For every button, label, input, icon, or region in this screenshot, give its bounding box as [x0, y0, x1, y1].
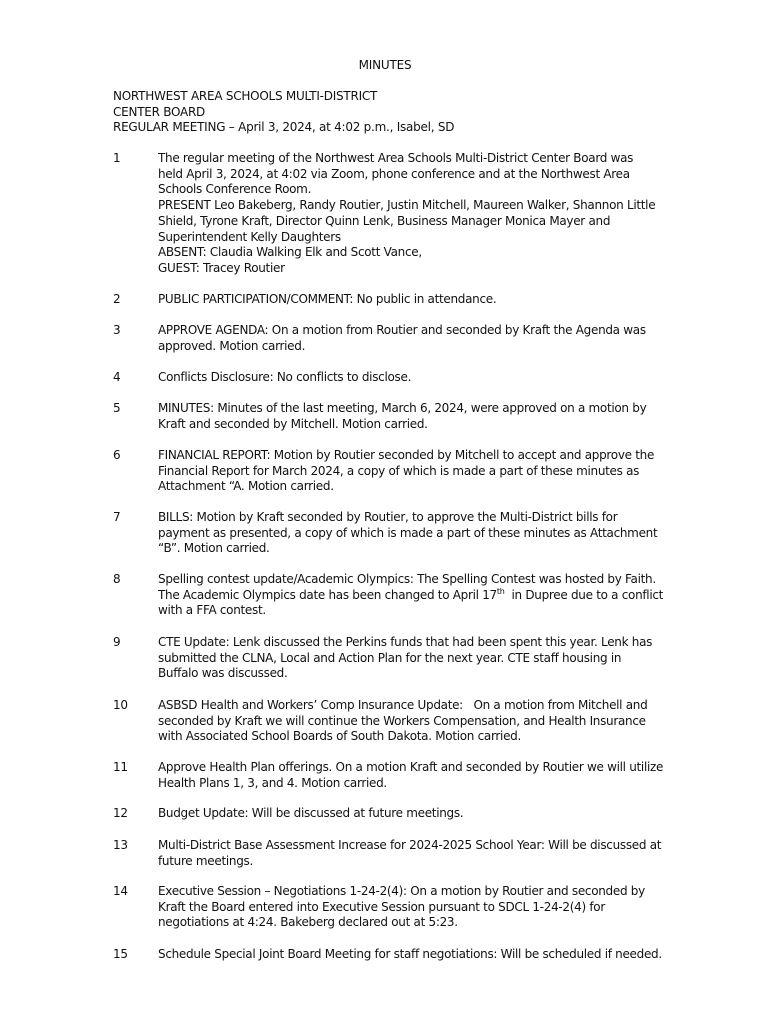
item-line: approved. Motion carried.: [158, 338, 306, 353]
minutes-item-5: [113, 401, 658, 432]
item-line: CTE Update: Lenk discussed the Perkins funds that had been spent this year. Lenk has: [158, 635, 653, 649]
item-line: Financial Report for March 2024, a copy of which is made a part of these minutes as: [158, 463, 640, 478]
item-line: with Associated School Boards of South Dakota. Motion carried.: [158, 729, 521, 744]
item-line: Spelling contest update/Academic Olympics: The Spelling Contest was hosted by Faith.: [158, 572, 656, 586]
item-text: [158, 510, 658, 557]
item-line: future meetings.: [158, 853, 253, 868]
item-line-part: The Academic Olympics date has been changed to April 17: [158, 587, 497, 602]
meeting-heading: [113, 89, 454, 136]
item-line: seconded by Kraft we will continue the Workers Compensation, and Health Insurance: [158, 713, 646, 728]
minutes-item-2: [113, 292, 658, 308]
item-number: 8: [113, 572, 121, 586]
document-title: MINUTES: [358, 58, 412, 72]
item-line: MINUTES: Minutes of the last meeting, March 6, 2024, were approved on a motion by: [158, 401, 647, 415]
item-line: Health Plans 1, 3, and 4. Motion carried.: [158, 775, 387, 790]
item-line: with a FFA contest.: [158, 603, 266, 618]
minutes-item-9: [113, 635, 658, 682]
item-line: Buffalo was discussed.: [158, 666, 288, 681]
item-number: 10: [113, 698, 128, 712]
item-line-part: in Dupree due to a conflict: [504, 587, 664, 602]
item-text: [158, 292, 658, 308]
item-number: 12: [113, 806, 128, 820]
item-number: 7: [113, 510, 121, 524]
item-line: payment as presented, a copy of which is made a part of these minutes as Attachment: [158, 525, 658, 540]
item-line: submitted the CLNA, Local and Action Plan for the next year. CTE staff housing in: [158, 650, 622, 665]
item-line: Executive Session – Negotiations 1-24-2(4): On a motion by Routier and seconded by: [158, 884, 645, 898]
item-text: [158, 323, 658, 354]
item-line: Budget Update: Will be discussed at future meetings.: [158, 806, 464, 820]
item-number: 3: [113, 323, 121, 337]
item-line: Schedule Special Joint Board Meeting for staff negotiations: Will be scheduled if needed.: [158, 947, 662, 961]
item-line: ASBSD Health and Workers’ Comp Insurance Update: On a motion from Mitchell and: [158, 698, 648, 712]
item-line: ABSENT: Claudia Walking Elk and Scott Vance,: [158, 245, 422, 260]
item-line: The regular meeting of the Northwest Area Schools Multi-District Center Board was: [158, 151, 634, 165]
item-line: GUEST: Tracey Routier: [158, 260, 285, 275]
item-line: Kraft the Board entered into Executive Session pursuant to SDCL 1-24-2(4) for: [158, 899, 605, 914]
item-number: 4: [113, 370, 121, 384]
item-number: 1: [113, 151, 121, 165]
item-number: 9: [113, 635, 121, 649]
item-line: FINANCIAL REPORT: Motion by Routier seconded by Mitchell to accept and approve the: [158, 448, 655, 462]
item-text: [158, 151, 658, 277]
item-line: PRESENT Leo Bakeberg, Randy Routier, Justin Mitchell, Maureen Walker, Shannon Little: [158, 198, 656, 213]
item-line: held April 3, 2024, at 4:02 via Zoom, phone conference and at the Northwest Area: [158, 166, 630, 181]
item-number: 15: [113, 947, 128, 961]
item-text: [158, 698, 658, 745]
minutes-item-3: [113, 323, 658, 354]
item-text: [158, 806, 658, 822]
item-line: BILLS: Motion by Kraft seconded by Routier, to approve the Multi-District bills for: [158, 510, 618, 524]
item-text: [158, 572, 664, 619]
item-number: 11: [113, 760, 128, 774]
heading-line-board: CENTER BOARD: [113, 104, 206, 119]
item-number: 6: [113, 448, 121, 462]
item-line: Multi-District Base Assessment Increase for 2024-2025 School Year: Will be discussed at: [158, 838, 662, 852]
item-number: 5: [113, 401, 121, 415]
item-text: [158, 370, 658, 386]
item-text: [158, 635, 658, 682]
item-line: Superintendent Kelly Daughters: [158, 229, 341, 244]
item-line: “B”. Motion carried.: [158, 541, 270, 556]
heading-line-meeting: REGULAR MEETING – April 3, 2024, at 4:02 p.m., Isabel, SD: [113, 120, 455, 135]
item-number: 13: [113, 838, 128, 852]
item-text: [158, 760, 664, 791]
minutes-item-10: [113, 698, 658, 745]
item-number: 14: [113, 884, 128, 898]
item-text: [158, 401, 658, 432]
minutes-item-14: [113, 884, 658, 931]
item-line: [158, 586, 664, 604]
item-line: Conflicts Disclosure: No conflicts to disclose.: [158, 370, 412, 384]
minutes-item-4: [113, 370, 658, 386]
item-text: [158, 448, 658, 495]
minutes-item-15: [113, 947, 662, 963]
item-number: 2: [113, 292, 121, 306]
item-text: [158, 947, 662, 963]
minutes-item-11: [113, 760, 664, 791]
item-line: Schools Conference Room.: [158, 182, 312, 197]
minutes-item-12: [113, 806, 658, 822]
minutes-item-13: [113, 838, 662, 869]
item-line: Approve Health Plan offerings. On a motion Kraft and seconded by Routier we will utilize: [158, 760, 664, 774]
minutes-item-8: [113, 572, 664, 619]
item-line: Kraft and seconded by Mitchell. Motion carried.: [158, 416, 428, 431]
minutes-item-1: [113, 151, 658, 277]
item-line: Shield, Tyrone Kraft, Director Quinn Lenk, Business Manager Monica Mayer and: [158, 213, 611, 228]
item-line: Attachment “A. Motion carried.: [158, 479, 334, 494]
item-text: [158, 838, 662, 869]
heading-line-organization: NORTHWEST AREA SCHOOLS MULTI-DISTRICT: [113, 89, 378, 103]
item-line: PUBLIC PARTICIPATION/COMMENT: No public in attendance.: [158, 292, 497, 306]
item-text: [158, 884, 658, 931]
item-line: APPROVE AGENDA: On a motion from Routier and seconded by Kraft the Agenda was: [158, 323, 646, 337]
minutes-item-6: [113, 448, 658, 495]
minutes-item-7: [113, 510, 658, 557]
ordinal-suffix: th: [496, 586, 505, 596]
item-line: negotiations at 4:24. Bakeberg declared out at 5:23.: [158, 915, 458, 930]
